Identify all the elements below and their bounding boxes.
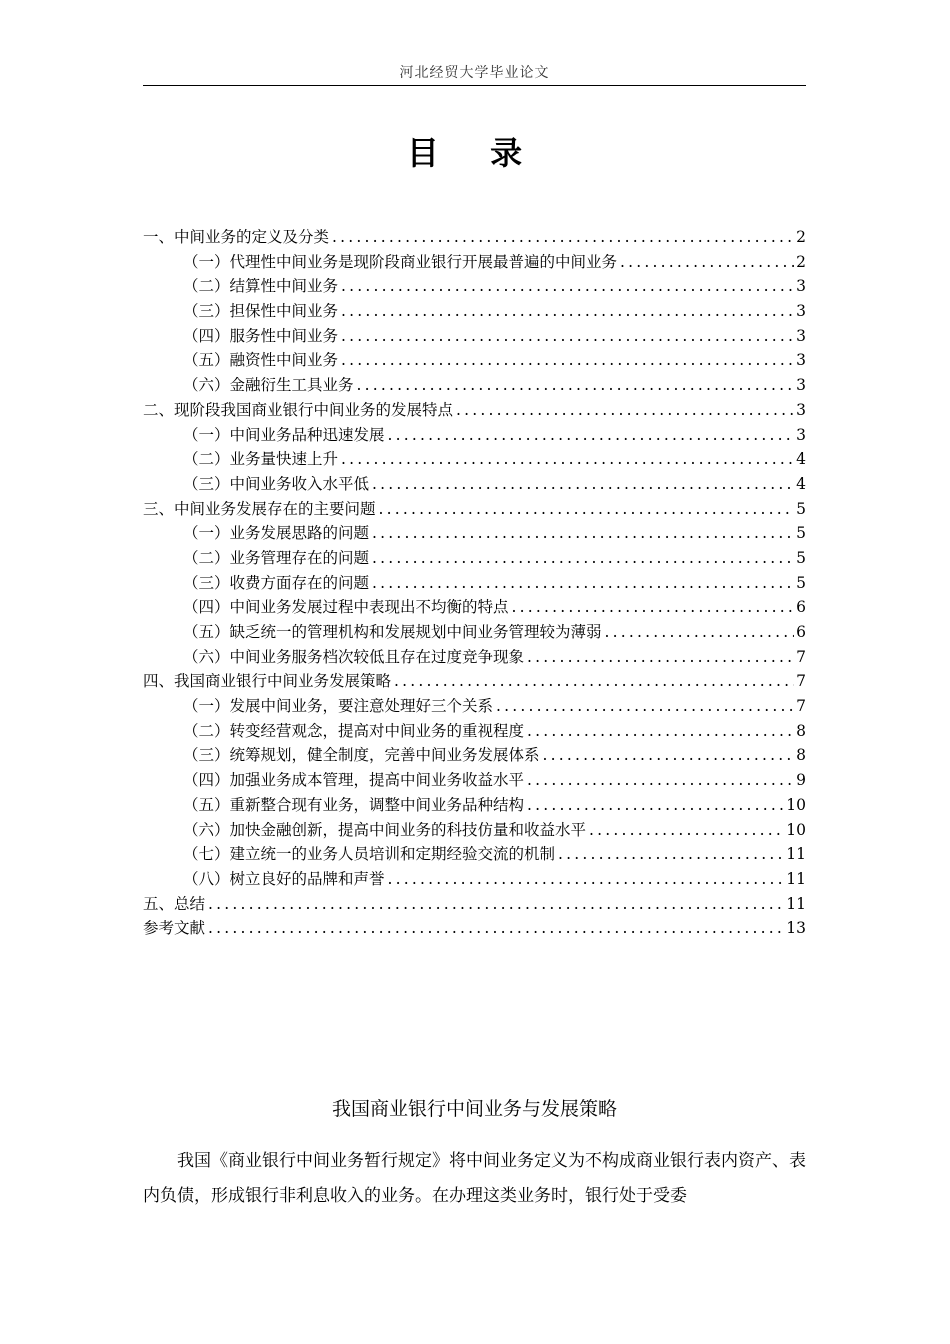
toc-dot-leader (394, 669, 794, 694)
toc-entry[interactable] (143, 348, 806, 373)
toc-dot-leader (372, 521, 794, 546)
toc-page-number: 8 (796, 721, 806, 740)
toc-dot-leader (357, 373, 795, 398)
toc-dot-leader (456, 398, 794, 423)
toc-entry-text: （五）缺乏统一的管理机构和发展规划中间业务管理较为薄弱 (183, 623, 602, 641)
toc-page-number: 6 (796, 623, 806, 641)
toc-entry-text: （六）金融衍生工具业务 (183, 376, 354, 395)
toc-dot-leader (512, 595, 795, 620)
toc-dot-leader (208, 892, 784, 917)
toc-page-number: 2 (796, 228, 806, 246)
toc-dot-leader (589, 818, 784, 843)
toc-dot-leader (620, 250, 794, 275)
header-rule (143, 85, 806, 86)
toc-dot-leader (558, 842, 784, 867)
toc-entry-text: （五）重新整合现有业务，调整中间业务品种结构 (183, 795, 525, 814)
toc-entry-text: 五、总结 (143, 894, 206, 913)
running-header: 河北经贸大学毕业论文 (399, 65, 550, 81)
toc-entry[interactable] (143, 892, 806, 917)
toc-dot-leader (332, 225, 794, 250)
toc-entry[interactable] (143, 595, 806, 620)
toc-page-number: 5 (796, 573, 806, 592)
paper-title: 我国商业银行中间业务与发展策略 (331, 1098, 617, 1120)
toc-entry-text: （六）加快金融创新，提高中间业务的科技仿量和收益水平 (183, 820, 587, 839)
toc-entry[interactable] (143, 743, 806, 768)
toc-dot-leader (372, 546, 794, 571)
toc-entry[interactable] (143, 916, 806, 941)
toc-entry[interactable] (143, 521, 806, 546)
toc-page-number: 9 (796, 771, 806, 790)
toc-dot-leader (527, 768, 794, 793)
toc-dot-leader (341, 447, 794, 472)
toc-entry[interactable] (143, 669, 806, 694)
toc-entry[interactable] (143, 497, 806, 522)
toc-entry[interactable] (143, 867, 806, 892)
toc-entry-text: （四）加强业务成本管理，提高中间业务收益水平 (183, 771, 525, 790)
toc-page-number: 4 (796, 474, 806, 493)
toc-entry-text: （一）代理性中间业务是现阶段商业银行开展最普遍的中间业务 (183, 252, 618, 271)
toc-entry-text: （二）业务管理存在的问题 (183, 548, 370, 567)
toc-dot-leader (527, 793, 784, 818)
toc-entry-text: （七）建立统一的业务人员培训和定期经验交流的机制 (183, 845, 556, 864)
toc-entry-text: （三）统筹规划，健全制度，完善中间业务发展体系 (183, 746, 540, 765)
toc-entry[interactable] (143, 299, 806, 324)
toc-entry[interactable] (143, 225, 806, 250)
toc-entry[interactable] (143, 719, 806, 744)
toc-entry-text: （三）收费方面存在的问题 (183, 573, 370, 592)
toc-dot-leader (341, 324, 794, 349)
toc-entry[interactable] (143, 620, 806, 645)
toc-entry-text: （二）结算性中间业务 (183, 277, 339, 296)
toc-page-number: 2 (796, 252, 806, 271)
toc-page-number: 7 (796, 672, 806, 691)
toc-title: 目 录 (406, 134, 543, 172)
toc-page-number: 6 (796, 598, 806, 617)
toc-dot-leader (372, 472, 794, 497)
toc-entry-text: 参考文献 (143, 919, 206, 938)
toc-page-number: 5 (796, 548, 806, 567)
toc-dot-leader (496, 694, 794, 719)
toc-entry[interactable] (143, 842, 806, 867)
toc-entry-text: （一）业务发展思路的问题 (183, 524, 370, 543)
toc-entry[interactable] (143, 645, 806, 670)
toc-entry[interactable] (143, 423, 806, 448)
toc-entry[interactable] (143, 447, 806, 472)
toc-dot-leader (341, 348, 794, 373)
toc-entry[interactable] (143, 818, 806, 843)
toc-entry-text: （三）中间业务收入水平低 (183, 474, 370, 493)
toc-entry-text: （六）中间业务服务档次较低且存在过度竞争现象 (183, 647, 525, 666)
toc-page-number: 8 (796, 746, 806, 765)
toc-entry[interactable] (143, 324, 806, 349)
toc-dot-leader (543, 743, 795, 768)
toc-page-number: 3 (796, 326, 806, 345)
toc-entry[interactable] (143, 398, 806, 423)
toc-page-number: 4 (796, 450, 806, 469)
toc-entry[interactable] (143, 768, 806, 793)
toc-page-number: 3 (796, 400, 806, 419)
toc-page-number: 3 (796, 351, 806, 370)
toc-entry[interactable] (143, 793, 806, 818)
toc-entry[interactable] (143, 250, 806, 275)
toc-entry-text: （八）树立良好的品牌和声誉 (183, 869, 385, 888)
toc-page-number: 5 (796, 524, 806, 543)
toc-entry[interactable] (143, 274, 806, 299)
toc-dot-leader (341, 274, 794, 299)
toc-dot-leader (388, 423, 795, 448)
toc-page-number: 3 (796, 376, 806, 395)
toc-entry[interactable] (143, 472, 806, 497)
toc-page-number: 7 (796, 697, 806, 716)
toc-page-number: 11 (786, 845, 806, 864)
toc-dot-leader (379, 497, 795, 522)
toc-entry-text: 一、中间业务的定义及分类 (143, 228, 330, 246)
toc-entry-text: （二）业务量快速上升 (183, 450, 339, 469)
toc-dot-leader (372, 571, 794, 596)
toc-entry[interactable] (143, 571, 806, 596)
toc-entry[interactable] (143, 546, 806, 571)
toc-entry-text: （一）中间业务品种迅速发展 (183, 425, 385, 444)
body-paragraph: 我国《商业银行中间业务暂行规定》将中间业务定义为不构成商业银行表内资产、表内负债，形成银行非利息收入的业务。在办理这类业务时，银行处于受委 (143, 1151, 806, 1206)
toc-page-number: 3 (796, 277, 806, 296)
toc-page-number: 10 (786, 795, 806, 814)
toc-entry-text: （四）中间业务发展过程中表现出不均衡的特点 (183, 598, 509, 617)
table-of-contents (143, 225, 806, 941)
toc-entry-text: （三）担保性中间业务 (183, 302, 339, 321)
toc-entry-text: （五）融资性中间业务 (183, 351, 339, 370)
toc-page-number: 3 (796, 425, 806, 444)
toc-dot-leader (527, 645, 794, 670)
toc-page-number: 5 (796, 499, 806, 518)
toc-entry-text: 三、中间业务发展存在的主要问题 (143, 499, 376, 518)
toc-page-number: 3 (796, 302, 806, 321)
toc-entry[interactable] (143, 373, 806, 398)
toc-entry-text: （一）发展中间业务，要注意处理好三个关系 (183, 697, 494, 716)
toc-dot-leader (527, 719, 794, 744)
toc-entry-text: 四、我国商业银行中间业务发展策略 (143, 672, 392, 691)
toc-page-number: 13 (786, 919, 806, 938)
toc-entry[interactable] (143, 694, 806, 719)
toc-entry-text: （四）服务性中间业务 (183, 326, 339, 345)
toc-page-number: 11 (786, 869, 806, 888)
toc-page-number: 11 (786, 894, 806, 913)
toc-dot-leader (208, 916, 784, 941)
toc-dot-leader (605, 620, 795, 645)
toc-entry-text: 二、现阶段我国商业银行中间业务的发展特点 (143, 400, 454, 419)
toc-page-number: 7 (796, 647, 806, 666)
toc-dot-leader (341, 299, 794, 324)
toc-page-number: 10 (786, 820, 806, 839)
toc-dot-leader (388, 867, 785, 892)
toc-entry-text: （二）转变经营观念，提高对中间业务的重视程度 (183, 721, 525, 740)
